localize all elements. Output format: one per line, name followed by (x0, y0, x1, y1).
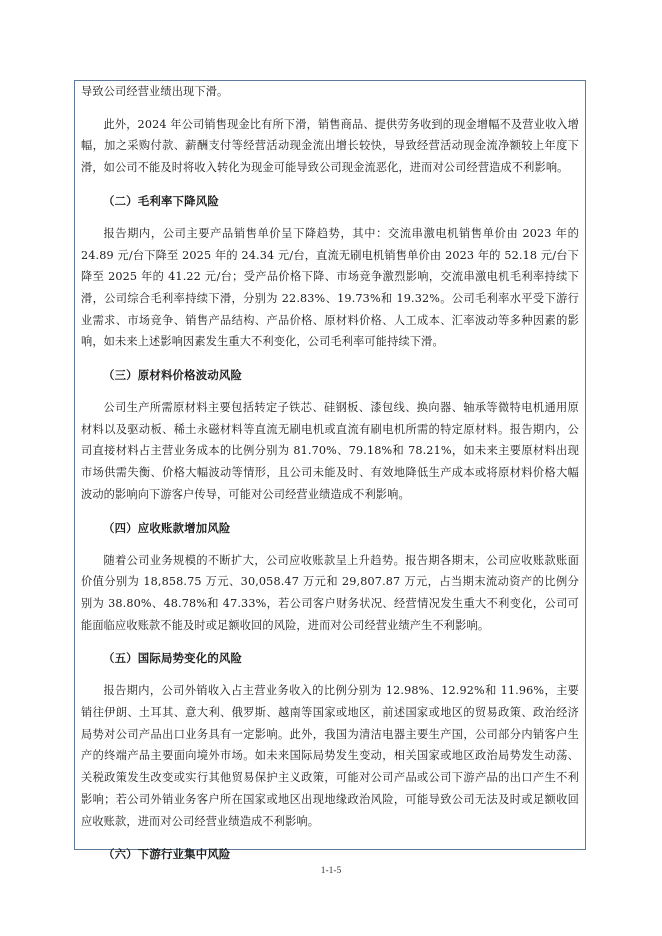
paragraph-raw-material: 公司生产所需原材料主要包括转定子铁芯、硅钢板、漆包线、换向器、轴承等微特电机通用原材料以及驱动板、稀土永磁材料等直流无刷电机或直流有刷电机所需的特定原材料。报告期内，公司直接材料占主营业务成本的比例分别为 81.70%、79.18%和 78.21%，如未来主要原材料出现市场供需失衡、价格大幅波动等情形，且公司未能及时、有效地降低生产成本或将原材料价格大幅波动的影响向下游客户传导，可能对公司经营业绩造成不利影响。 (81, 401, 579, 501)
spacer (81, 386, 579, 397)
paragraph-international: 报告期内，公司外销收入占主营业务收入的比例分别为 12.98%、12.92%和 11.96%，主要销往伊朗、土耳其、意大利、俄罗斯、越南等国家或地区，前述国家或地区的贸易政策、政治经济局势对公司产品出口业务具有一定影响。此外，我国为清洁电器主要生产国，公司部分内销客户生产的终端产品主要面向境外市场。如未来国际局势发生变动，相关国家或地区政治局势发生动荡、关税政策发生改变或实行其他贸易保护主义政策，可能对公司产品或公司下游产品的出口产生不利影响；若公司外销业务客户所在国家或地区出现地缘政治风险，可能导致公司无法及时或足额收回应收账款，进而对公司经营业绩造成不利影响。 (81, 684, 579, 828)
heading-raw-material-risk: （三）原材料价格波动风险 (103, 368, 243, 383)
spacer (81, 506, 579, 517)
spacer (81, 179, 579, 190)
spacer (81, 832, 579, 843)
spacer (81, 539, 579, 550)
spacer (81, 353, 579, 364)
paragraph-gross-margin: 报告期内，公司主要产品销售单价呈下降趋势，其中：交流串激电机销售单价由 2023 年的 24.89 元/台下降至 2025 年的 24.34 元/台，直流无刷电机销售单价由 2023 年的 52.18 元/台下降至 2025 年的 41.22 元/台；受产品价格下降、市场竞争激烈影响，交流串激电机毛利率持续下滑，公司综合毛利率持续下滑，分别为 22.83%、19.73%和 19.32%。公司毛利率水平受下游行业需求、市场竞争、销售产品结构、产品价格、原材料价格、人工成本、汇率波动等多种因素的影响，如未来上述影响因素发生重大不利变化，公司毛利率可能持续下滑。 (81, 226, 579, 349)
heading-downstream-concentration-risk: （六）下游行业集中风险 (103, 847, 231, 862)
risk-section-frame (74, 80, 586, 862)
spacer (81, 636, 579, 647)
spacer (81, 103, 579, 114)
paragraph-cash-flow: 此外，2024 年公司销售现金比有所下滑，销售商品、提供劳务收到的现金增幅不及营业收入增幅，加之采购付款、薪酬支付等经营活动现金流出增长较快，导致经营活动现金流净额较上年度下滑，如公司不能及时将收入转化为现金可能导致公司现金流恶化，进而对公司经营造成不利影响。 (81, 117, 579, 175)
heading-gross-margin-risk: （二）毛利率下降风险 (103, 193, 219, 208)
heading-receivables-risk: （四）应收账款增加风险 (103, 520, 231, 535)
page-number: 1-1-5 (320, 866, 342, 876)
spacer (81, 669, 579, 680)
heading-international-risk: （五）国际局势变化的风险 (103, 651, 243, 666)
spacer (81, 212, 579, 223)
paragraph-receivables: 随着公司业务规模的不断扩大，公司应收账款呈上升趋势。报告期各期末，公司应收账款账面价值分别为 18,858.75 万元、30,058.47 万元和 29,807.87 万元，占当期末流动资产的比例分别为 38.80%、48.78%和 47.33%，若公司客户财务状况、经营情况发生重大不利变化，公司可能面临应收账款不能及时或足额收回的风险，进而对公司经营业绩产生不利影响。 (81, 553, 579, 632)
paragraph-continuation: 导致公司经营业绩出现下滑。 (81, 85, 229, 98)
